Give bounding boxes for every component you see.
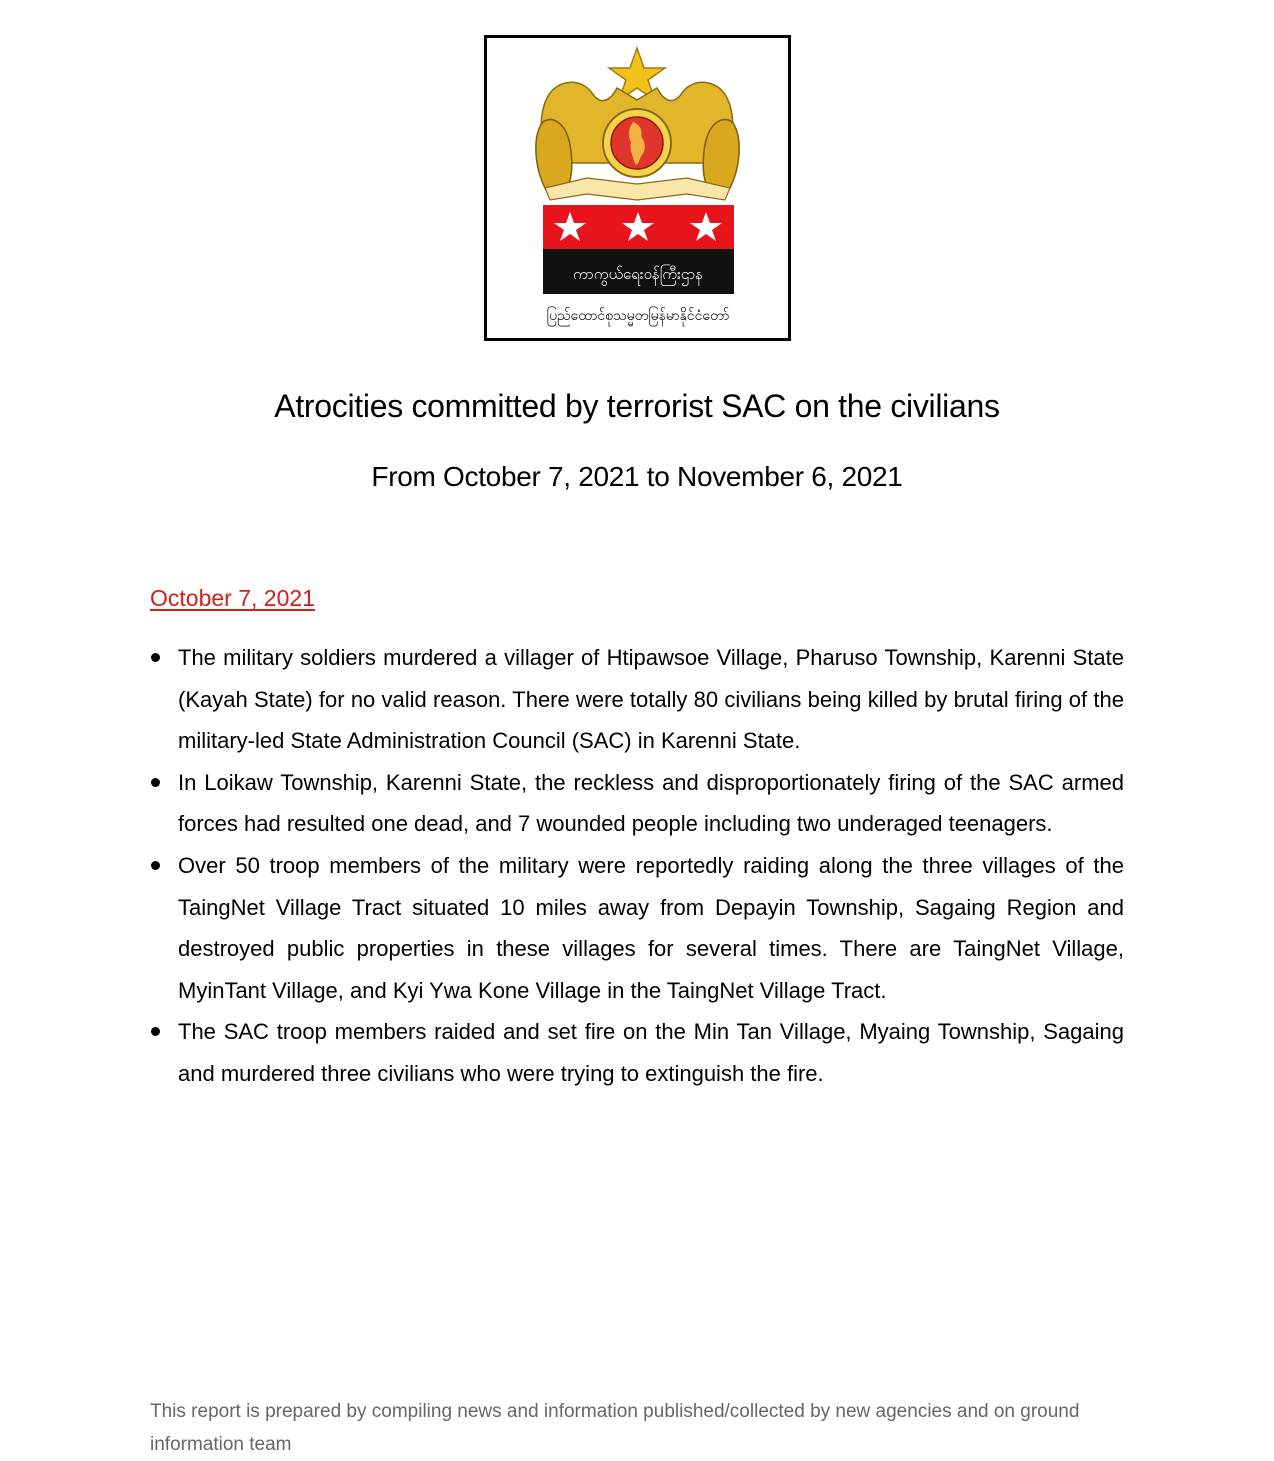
logo-caption: ပြည်ထောင်စုသမ္မတမြန်မာနိုင်ငံတော် <box>546 308 730 324</box>
report-footer: This report is prepared by compiling news and information published/collected by new agencies and on ground information team <box>150 1401 1080 1455</box>
list-item <box>150 762 1124 845</box>
date-heading: October 7, 2021 <box>150 585 315 611</box>
state-emblem-icon <box>487 38 788 338</box>
list-item <box>150 637 1124 762</box>
bullet-icon <box>151 653 160 662</box>
ministry-logo <box>484 35 791 341</box>
incident-list <box>150 637 1124 1095</box>
list-item-text: Over 50 troop members of the military were reportedly raiding along the three villages of the TaingNet Village Tract situated 10 miles away from Depayin Township, Sagaing Region and destroyed public properties in these villages for several times. There are TaingNet Village, MyinTant Village, and Kyi Ywa Kone Village in the TaingNet Village Tract. <box>178 852 1124 1003</box>
bullet-icon <box>151 861 160 870</box>
list-item-text: The military soldiers murdered a villager of Htipawsoe Village, Pharuso Township, Karenni State (Kayah State) for no valid reason. There were totally 80 civilians being killed by brutal firing of the military-led State Administration Council (SAC) in Karenni State. <box>178 645 1124 754</box>
logo-banner-text: ကာကွယ်ရေးဝန်ကြီးဌာန <box>572 265 704 283</box>
list-item <box>150 1011 1124 1094</box>
page-title: Atrocities committed by terrorist SAC on the civilians <box>274 388 1000 424</box>
bullet-icon <box>151 778 160 787</box>
list-item-text: The SAC troop members raided and set fire on the Min Tan Village, Myaing Township, Sagaing and murdered three civilians who were trying to extinguish the fire. <box>178 1019 1124 1086</box>
list-item <box>150 845 1124 1011</box>
page-subtitle: From October 7, 2021 to November 6, 2021 <box>371 461 903 492</box>
list-item-text: In Loikaw Township, Karenni State, the reckless and disproportionately firing of the SAC armed forces had resulted one dead, and 7 wounded people including two underaged teenagers. <box>178 769 1124 837</box>
bullet-icon <box>151 1027 160 1036</box>
